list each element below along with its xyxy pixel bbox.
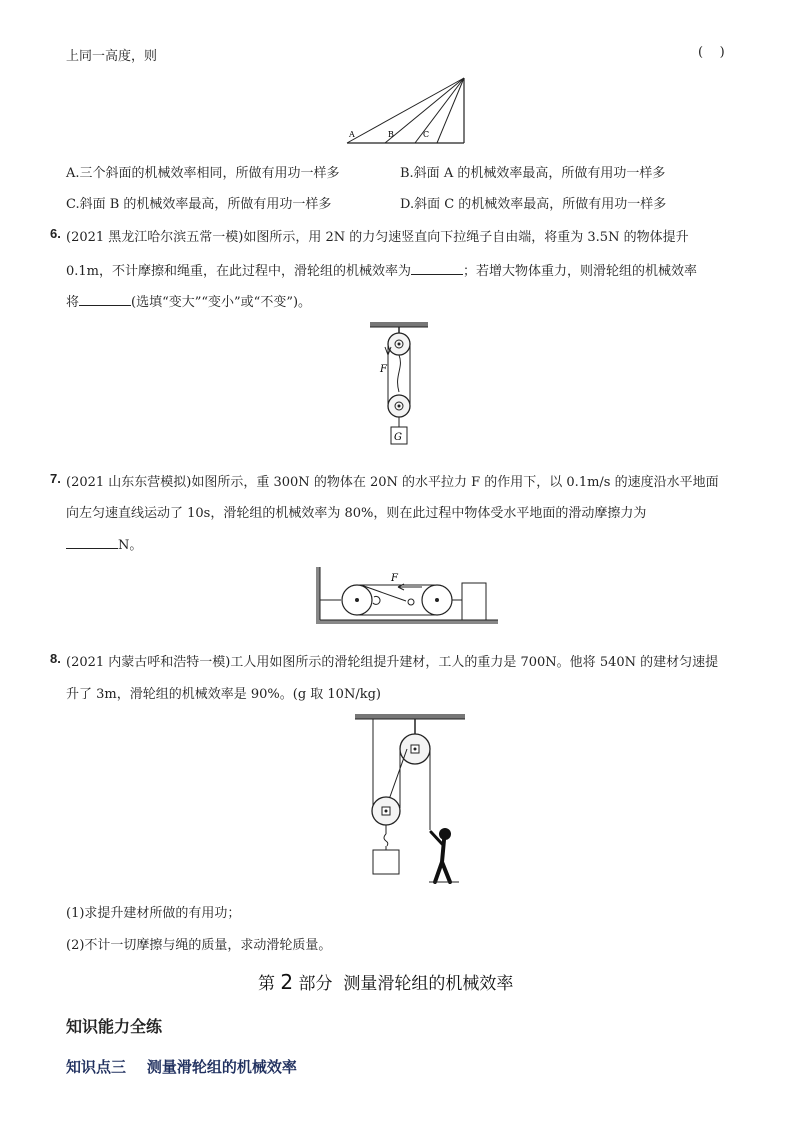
q7-line2: 向左匀速直线运动了 10s，滑轮组的机械效率为 80%，则在此过程中物体受水平地面的滑动摩擦力为 [66,506,647,521]
heading-knowledge-point: 知识点三 测量滑轮组的机械效率 [66,1058,297,1076]
q6-blank-1 [411,262,463,275]
force-label: F [380,364,387,375]
label-a: A [349,130,355,139]
heading-knowledge: 知识能力全练 [66,1017,163,1036]
incline-d [437,78,464,143]
q7-blank [66,536,118,549]
q8-pulley-figure [355,712,465,884]
q7-line3: N。 [66,534,142,553]
object-block [462,583,486,620]
weight-label: G [394,432,402,443]
worker-head [439,828,451,840]
q8-line1: (2021 内蒙古呼和浩特一模)工人用如图所示的滑轮组提升建材，工人的重力是 700N。他将 540N 的建材匀速提 [66,655,719,670]
option-a: A.三个斜面的机械效率相同，所做有用功一样多 [66,166,340,181]
q7-pulley-figure [316,565,498,625]
q7-number: 7. [50,471,61,486]
q8-sub2: (2)不计一切摩擦与绳的质量，求动滑轮质量。 [66,938,332,953]
q6-line1: (2021 黑龙江哈尔滨五常一模)如图所示，用 2N 的力匀速竖直向下拉绳子自由端，将重为 3.5N 的物体提升 [66,230,689,245]
option-d: D.斜面 C 的机械效率最高，所做有用功一样多 [400,197,667,212]
q6-blank-2 [79,293,131,306]
q8-line2: 升了 3m，滑轮组的机械效率是 90%。(g 取 10N/kg) [66,687,381,702]
label-b: B [388,130,394,139]
q8-number: 8. [50,651,61,666]
force-label: F [391,573,398,584]
option-b: B.斜面 A 的机械效率最高，所做有用功一样多 [400,166,666,181]
q6-number: 6. [50,226,61,241]
ceiling [355,714,465,719]
q7-line1: (2021 山东东营模拟)如图所示，重 300N 的物体在 20N 的水平拉力 F 的作用下，以 0.1m/s 的速度沿水平地面 [66,475,719,490]
ceiling [370,322,428,327]
q6-pulley-figure [368,320,430,450]
label-c: C [423,130,430,139]
part-title: 第 2 部分 测量滑轮组的机械效率 [258,970,514,994]
q6-line3: 将 (选填“变大”“变小”或“不变”)。 [66,295,312,310]
q6-line2: 0.1m，不计摩擦和绳重，在此过程中，滑轮组的机械效率为 ；若增大物体重力，则滑轮组的机械效率 [66,264,698,279]
building-material [373,850,399,874]
q8-sub1: (1)求提升建材所做的有用功； [66,906,241,921]
answer-paren: ( ) [698,45,725,60]
q5-stem-tail: 上同一高度，则 [66,49,158,64]
inclines-figure [345,75,470,147]
option-c: C.斜面 B 的机械效率最高，所做有用功一样多 [66,197,332,212]
incline-a [347,78,464,143]
